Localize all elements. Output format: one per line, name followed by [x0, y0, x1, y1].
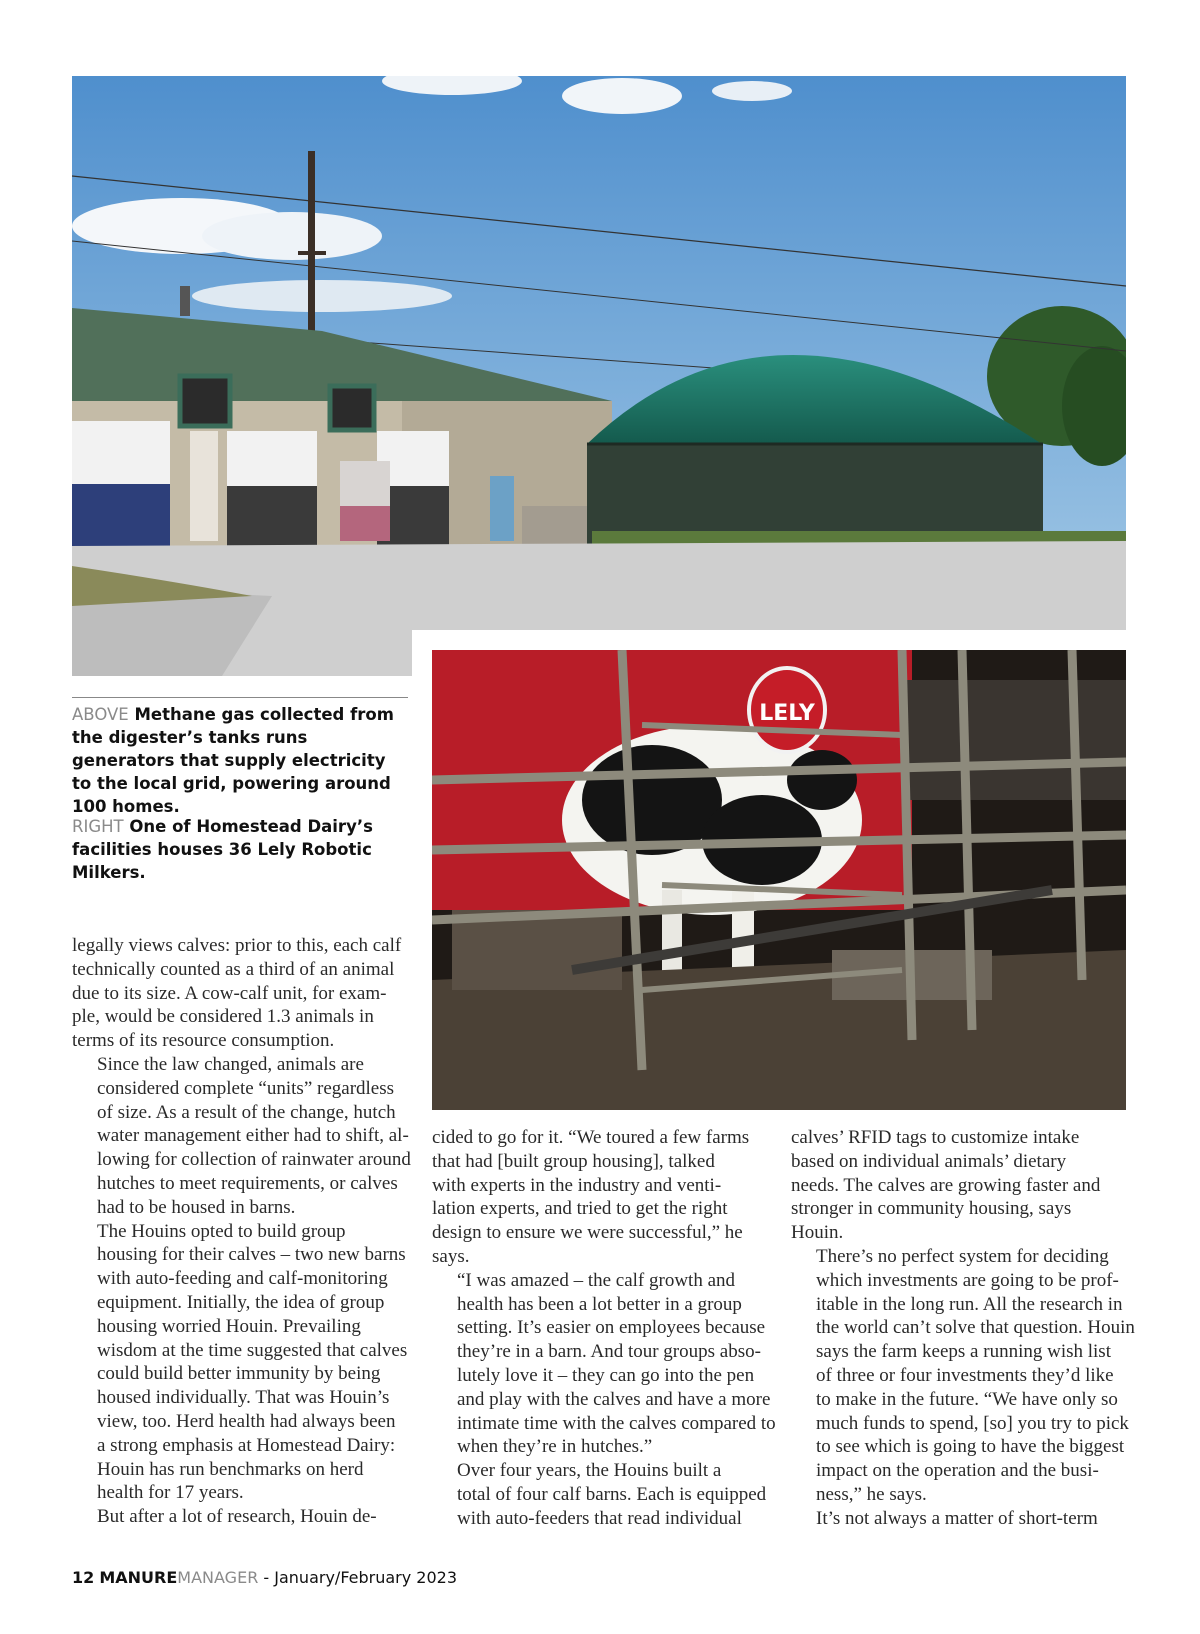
text-line: which investments are going to be prof- — [816, 1269, 1119, 1291]
text-line: had to be housed in barns. — [97, 1196, 296, 1218]
text-line: impact on the operation and the busi- — [816, 1460, 1099, 1482]
text-line: But after a lot of research, Houin de- — [97, 1506, 377, 1528]
text-line: equipment. Initially, the idea of group — [97, 1291, 385, 1313]
text-line: setting. It’s easier on employees because — [457, 1317, 766, 1339]
text-line: “I was amazed – the calf growth and — [457, 1269, 736, 1291]
text-line: housing for their calves – two new barns — [97, 1244, 406, 1266]
text-line: Since the law changed, animals are — [97, 1053, 364, 1075]
text-line: based on individual animals’ dietary — [791, 1150, 1067, 1172]
caption-tag-above: ABOVE — [72, 705, 129, 724]
text-line: with auto-feeders that read individual — [457, 1507, 742, 1529]
text-line: itable in the long run. All the research in — [816, 1293, 1123, 1315]
text-line: view, too. Herd health had always been — [97, 1410, 396, 1432]
paragraph — [72, 1220, 410, 1506]
paragraph — [791, 1126, 1126, 1245]
caption-right — [72, 815, 408, 884]
photo-robotic-milker — [432, 650, 1126, 1110]
text-line: they’re in a barn. And tour groups abso- — [457, 1341, 761, 1363]
text-line: lation experts, and tried to get the right — [432, 1198, 728, 1220]
text-line: calves’ RFID tags to customize intake — [791, 1127, 1080, 1148]
text-line: wisdom at the time suggested that calves — [97, 1339, 408, 1361]
text-line: says. — [432, 1245, 470, 1267]
text-line: when they’re in hutches.” — [457, 1436, 653, 1458]
text-line: to make in the future. “We have only so — [816, 1388, 1118, 1410]
text-line: cided to go for it. “We toured a few farms — [432, 1127, 750, 1148]
magazine-name-light: MANAGER — [177, 1568, 259, 1587]
article-column-2 — [432, 1126, 776, 1531]
paragraph — [791, 1245, 1135, 1507]
text-line: health for 17 years. — [97, 1482, 244, 1504]
text-line: says the farm keeps a running wish list — [816, 1341, 1111, 1363]
caption-tag-right: RIGHT — [72, 817, 124, 836]
text-line: legally views calves: prior to this, each calf — [72, 935, 402, 956]
text-line: considered complete “units” regardless — [97, 1077, 395, 1099]
text-line: Houin. — [791, 1222, 844, 1244]
text-line: It’s not always a matter of short-term — [816, 1507, 1098, 1529]
text-line: much funds to spend, [so] you try to pick — [816, 1412, 1129, 1434]
text-line: housing worried Houin. Prevailing — [97, 1315, 361, 1337]
page-number: 12 — [72, 1568, 95, 1587]
text-line: lutely love it – they can go into the pen — [457, 1364, 755, 1386]
text-line: of three or four investments they’d like — [816, 1364, 1114, 1386]
text-line: Houin has run benchmarks on herd — [97, 1458, 364, 1480]
milker-photo-illustration — [432, 650, 1126, 1110]
text-line: Over four years, the Houins built a — [457, 1460, 722, 1482]
text-line: design to ensure we were successful,” he — [432, 1222, 743, 1244]
text-line: total of four calf barns. Each is equipped — [457, 1483, 767, 1505]
article-column-3 — [791, 1126, 1135, 1531]
issue-date: - January/February 2023 — [263, 1568, 458, 1587]
magazine-name-bold: MANURE — [99, 1568, 178, 1587]
caption-text-above: Methane gas collected from the digester’s tanks runs generators that supply electricity to the local grid, powering around 100 homes. — [72, 705, 394, 816]
paragraph — [432, 1126, 772, 1269]
text-line: health has been a lot better in a group — [457, 1293, 742, 1315]
text-line: to see which is going to have the biggest — [816, 1436, 1125, 1458]
paragraph — [432, 1269, 776, 1459]
paragraph — [72, 934, 410, 1053]
page-footer — [72, 1568, 457, 1587]
text-line: terms of its resource consumption. — [72, 1030, 335, 1052]
text-line: ness,” he says. — [816, 1483, 927, 1505]
text-line: could build better immunity by being — [97, 1363, 381, 1385]
caption-rule — [72, 697, 408, 698]
text-line: The Houins opted to build group — [97, 1220, 346, 1242]
text-line: ple, would be considered 1.3 animals in — [72, 1006, 374, 1028]
text-line: There’s no perfect system for deciding — [816, 1245, 1109, 1267]
text-line: that had [built group housing], talked — [432, 1150, 715, 1172]
paragraph — [72, 1053, 410, 1220]
text-line: intimate time with the calves compared to — [457, 1412, 776, 1434]
text-line: with experts in the industry and venti- — [432, 1174, 722, 1196]
digester-photo-illustration — [72, 76, 1126, 676]
text-line: and play with the calves and have a more — [457, 1388, 771, 1410]
caption-text-right: One of Homestead Dairy’s facilities houses 36 Lely Robotic Milkers. — [72, 817, 373, 882]
text-line: lowing for collection of rainwater around — [97, 1149, 411, 1171]
text-line: needs. The calves are growing faster and — [791, 1174, 1101, 1196]
text-line: due to its size. A cow-calf unit, for exam- — [72, 982, 387, 1004]
lely-sign: LELY — [759, 701, 815, 726]
photo-digester — [72, 76, 1126, 676]
article-column-1 — [72, 934, 410, 1529]
text-line: the world can’t solve that question. Houin — [816, 1317, 1135, 1339]
paragraph — [791, 1507, 1126, 1531]
text-line: a strong emphasis at Homestead Dairy: — [97, 1434, 396, 1456]
paragraph — [432, 1459, 772, 1530]
text-line: stronger in community housing, says — [791, 1198, 1072, 1220]
text-line: technically counted as a third of an animal — [72, 958, 395, 980]
text-line: water management either had to shift, al- — [97, 1125, 409, 1147]
text-line: hutches to meet requirements, or calves — [97, 1172, 398, 1194]
caption-above — [72, 703, 408, 818]
text-line: with auto-feeding and calf-monitoring — [97, 1268, 388, 1290]
text-line: of size. As a result of the change, hutch — [97, 1101, 396, 1123]
text-line: housed individually. That was Houin’s — [97, 1387, 390, 1409]
paragraph — [72, 1505, 410, 1529]
